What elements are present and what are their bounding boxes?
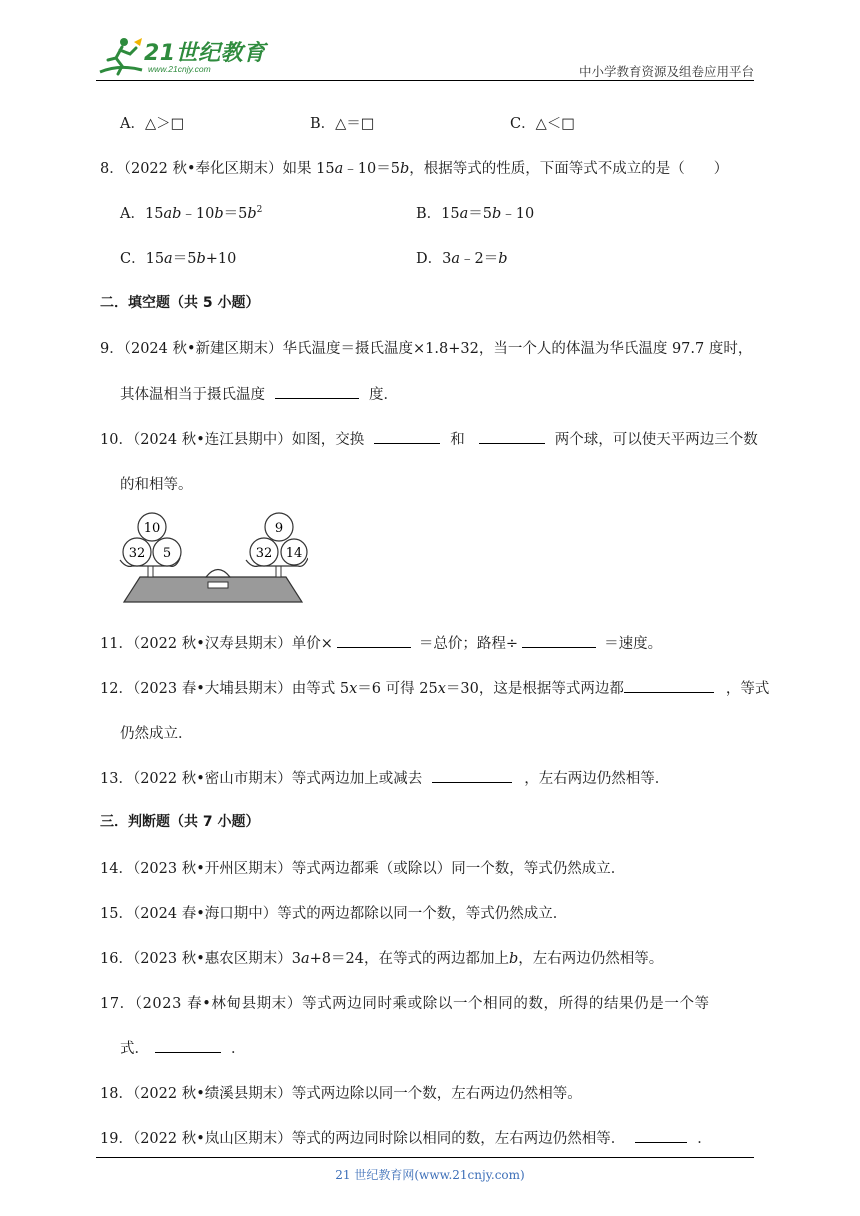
q18: 18．（2022 秋•绩溪县期末）等式两边除以同一个数，左右两边仍然相等。 [100, 1086, 582, 1102]
ball-right-bottom-left-label: 32 [255, 546, 273, 561]
right-pan-post [276, 566, 281, 577]
q7-option-b: B．△＝□ [310, 116, 375, 132]
footer-divider [96, 1157, 754, 1158]
header-divider [96, 80, 754, 81]
section-fill-in-heading: 二．填空题（共 5 小题） [100, 295, 260, 311]
q8-option-b: B．15a＝5b﹣10 [416, 206, 535, 222]
q10-line1: 10．（2024 秋•连江县期中）如图，交换 和 两个球，可以使天平两边三个数 [100, 428, 758, 449]
balance-scale-figure [118, 510, 308, 608]
q12-answer-blank[interactable] [624, 678, 714, 693]
q10-line2: 的和相等。 [120, 477, 193, 493]
q12-line2: 仍然成立． [120, 726, 193, 742]
q17-line2: 式． ． [120, 1037, 246, 1058]
q8-option-c: C．15a＝5b+10 [120, 251, 237, 267]
footer-site-link[interactable]: 21 世纪教育网(www.21cnjy.com) [335, 1168, 525, 1182]
header-platform-name: 中小学教育资源及组卷应用平台 [578, 64, 754, 79]
q13-answer-blank[interactable] [432, 768, 512, 783]
q12-line1: 12．（2023 春•大埔县期末）由等式 5x＝6 可得 25x＝30，这是根据等式两边都 ，等式 [100, 677, 769, 698]
q7-option-a: A．△＞□ [120, 116, 185, 132]
ball-left-bottom-right-label: 5 [162, 546, 172, 561]
q8-option-d: D．3a﹣2＝b [416, 251, 508, 267]
q19-answer-blank[interactable] [635, 1128, 687, 1143]
q13: 13．（2022 秋•密山市期末）等式两边加上或减去 ，左右两边仍然相等． [100, 767, 669, 788]
runner-logo-icon [96, 34, 146, 78]
q11-answer-blank-1[interactable] [337, 633, 411, 648]
q17-answer-blank[interactable] [155, 1038, 221, 1053]
q8-option-a: A．$15ab﹣10b=5b^2$ [120, 205, 263, 222]
logo-url: www.21cnjy.com [148, 64, 211, 74]
site-logo [96, 34, 266, 78]
q16: 16．（2023 秋•惠农区期末）3a+8＝24，在等式的两边都加上b，左右两边仍然相等。 [100, 951, 664, 967]
balance-base [124, 577, 302, 602]
q9-line2: 其体温相当于摄氏温度 度． [120, 383, 398, 404]
ball-left-top-label: 10 [143, 521, 161, 536]
q19: 19．（2022 秋•岚山区期末）等式的两边同时除以相同的数，左右两边仍然相等． ． [100, 1127, 712, 1148]
q9-line1: 9．（2024 秋•新建区期末）华氏温度＝摄氏温度×1.8+32，当一个人的体温为华氏温度 97.7 度时， [100, 341, 753, 357]
q10-answer-blank-1[interactable] [374, 429, 440, 444]
ball-right-top-label: 9 [274, 521, 284, 536]
q11: 11．（2022 秋•汉寿县期末）单价× ＝总价；路程÷ ＝速度。 [100, 632, 662, 653]
q14: 14．（2023 秋•开州区期末）等式两边都乘（或除以）同一个数，等式仍然成立． [100, 861, 626, 877]
q7-option-c: C．△＜□ [510, 116, 575, 132]
ball-right-bottom-right-label: 14 [285, 546, 303, 561]
q17-line1: 17．（2023 春•林甸县期末）等式两边同时乘或除以一个相同的数，所得的结果仍是一个等 [100, 996, 710, 1012]
balance-center-slot [208, 582, 228, 588]
q10-answer-blank-2[interactable] [479, 429, 545, 444]
left-pan-post [148, 566, 153, 577]
logo-text: 21世纪教育 [144, 41, 266, 66]
section-true-false-heading: 三．判断题（共 7 小题） [100, 814, 260, 830]
q11-answer-blank-2[interactable] [522, 633, 596, 648]
ball-left-bottom-left-label: 32 [128, 546, 146, 561]
q8-stem: 8．（2022 秋•奉化区期末）如果 15a﹣10＝5b，根据等式的性质，下面等式不成立的是（ ） [100, 161, 729, 177]
q9-answer-blank[interactable] [275, 384, 359, 399]
balance-pivot [206, 570, 230, 578]
q15: 15．（2024 春•海口期中）等式的两边都除以同一个数，等式仍然成立． [100, 906, 568, 922]
